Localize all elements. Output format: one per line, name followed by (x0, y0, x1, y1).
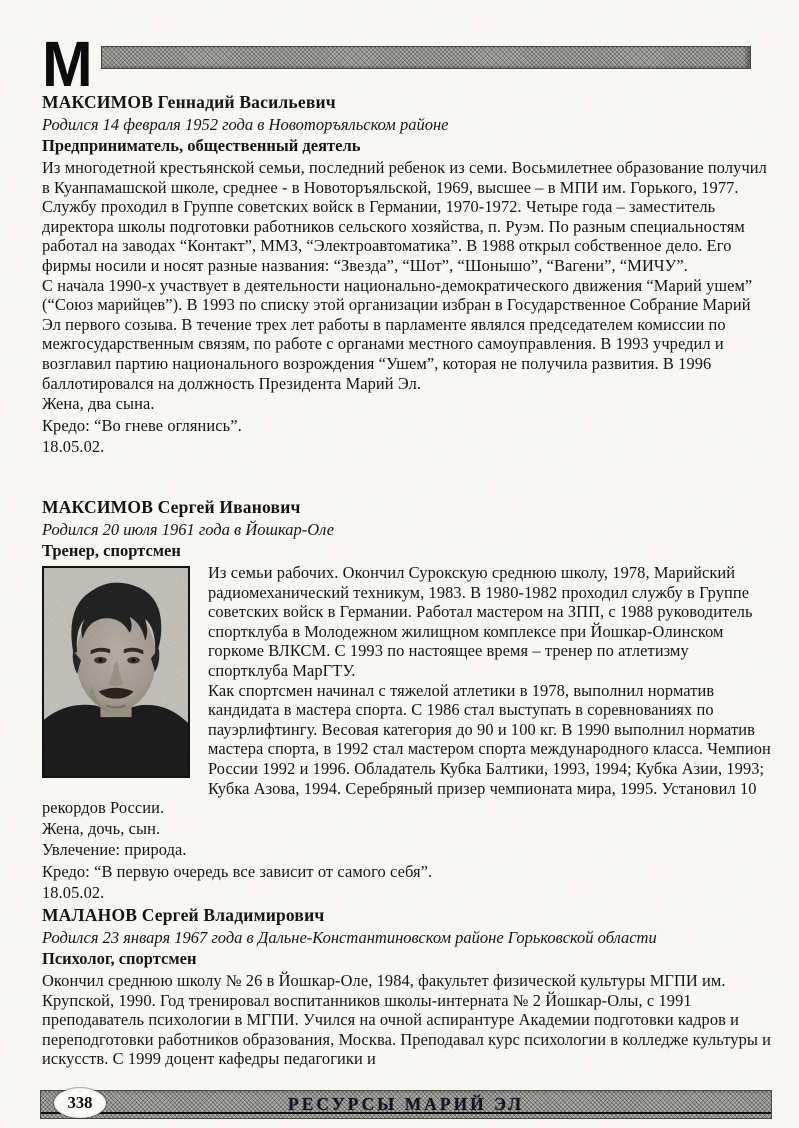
entry-name: МАКСИМОВ Геннадий Васильевич (42, 92, 336, 112)
entry-body (42, 158, 772, 458)
biography-entry (42, 905, 772, 1069)
footer-title: РЕСУРСЫ МАРИЙ ЭЛ (288, 1093, 524, 1114)
entry-occupation: Психолог, спортсмен (42, 949, 197, 968)
hobby-line: Увлечение: природа. (42, 840, 187, 860)
entry-paragraph: Из многодетной крестьянской семьи, последний ребенок из семи. Восьмилетнее образование получил в Куанпамашской школе, среднее - в Новоторъяльской, 1969, высшее – в МПИ им. Горького, 1977. Службу проходил в Группе советских войск в Германии, 1970-1972. Четыре года – заместитель директора школы подготовки работников сельского хозяйства, п. Руэм. По разным специальностям работал на заводах “Контакт”, ММЗ, “Электроавтоматика”. В 1988 открыл собственное дело. Его фирмы носили и носят разные названия: “Звезда”, “Шот”, “Шонышо”, “Вагени”, “МИЧУ”. (42, 158, 767, 275)
biography-entry (42, 497, 772, 904)
entry-paragraph: Из семьи рабочих. Окончил Сурокскую среднюю школу, 1978, Марийский радиомеханический техникум, 1983. В 1980-1982 проходил службу в Группе советских войск в Германии. Работал мастером на ЗПП, с 1988 руководитель спортклуба в Молодежном жилищном комплексе при Йошкар-Олинском горкоме ВЛКСМ. С 1993 по настоящее время – тренер по атлетизму спортклуба МарГТУ. (208, 563, 753, 680)
portrait-illustration (44, 568, 188, 776)
entry-birth-line: Родился 23 января 1967 года в Дальне-Константиновском районе Горьковской области (42, 928, 657, 947)
entry-body (42, 563, 772, 904)
page-number-badge: 338 (54, 1088, 106, 1118)
credo-line: Кредо: “Во гневе оглянись”. (42, 415, 242, 435)
entry-occupation: Предприниматель, общественный деятель (42, 136, 361, 155)
entry-birth-line: Родился 14 февраля 1952 года в Новоторъяльском районе (42, 115, 449, 134)
biography-entry (42, 92, 772, 458)
entry-occupation: Тренер, спортсмен (42, 541, 181, 560)
section-letter: М (42, 28, 91, 100)
entry-name: МАКСИМОВ Сергей Иванович (42, 497, 301, 517)
portrait-photo (42, 566, 190, 778)
entry-birth-line: Родился 20 июля 1961 года в Йошкар-Оле (42, 520, 335, 539)
family-line: Жена, дочь, сын. (42, 818, 161, 838)
date-line: 18.05.02. (42, 437, 105, 457)
date-line: 18.05.02. (42, 883, 105, 903)
masthead (42, 28, 769, 100)
entry-paragraph: Окончил среднюю школу № 26 в Йошкар-Оле, 1984, факультет физической культуры МГПИ им. Крупской, 1990. Год тренировал воспитанников школы-интерната № 2 Йошкар-Олы, с 1991 преподаватель психологии в МГПИ. Учился на очной аспирантуре Академии подготовки кадров и переподготовки работников образования, Москва. Преподавал курс психологии в колледже культуры и искусств. С 1999 доцент кафедры педагогики и (42, 971, 772, 1069)
entry-body (42, 971, 772, 1069)
entry-paragraph: Как спортсмен начинал с тяжелой атлетики в 1978, выполнил норматив кандидата в мастера спорта. С 1986 стал выступать в соревнованиях по пауэрлифтингу. Весовая категория до 90 и 100 кг. В 1990 выполнил норматив мастера спорта, в 1992 стал мастером спорта международного класса. Чемпион России 1992 и 1996. Обладатель Кубка Балтики, 1993, 1994; Кубка Азии, 1993; Кубка Азова, 1994. Серебряный призер чемпионата мира, 1995. Установил 10 рекордов России. (42, 680, 771, 818)
family-line: Жена, два сына. (42, 394, 155, 414)
entry-name: МАЛАНОВ Сергей Владимирович (42, 905, 325, 925)
entry-paragraph: С начала 1990-х участвует в деятельности национально-демократического движения “Марий ушем” (“Союз марийцев”). В 1993 по списку этой организации избран в Государственное Собрание Марий Эл первого созыва. В течение трех лет работы в парламенте являлся председателем комиссии по межгосударственным связям, по работе с органами местного самоуправления. В 1993 учредил и возглавил партию национального возрождения “Ушем”, которая не получила развития. В 1996 баллотировался на должность Президента Марий Эл. (42, 275, 753, 393)
credo-line: Кредо: “В первую очередь все зависит от самого себя”. (42, 861, 433, 881)
footer-band (40, 1090, 772, 1119)
decorative-hatch-bar (101, 46, 751, 69)
